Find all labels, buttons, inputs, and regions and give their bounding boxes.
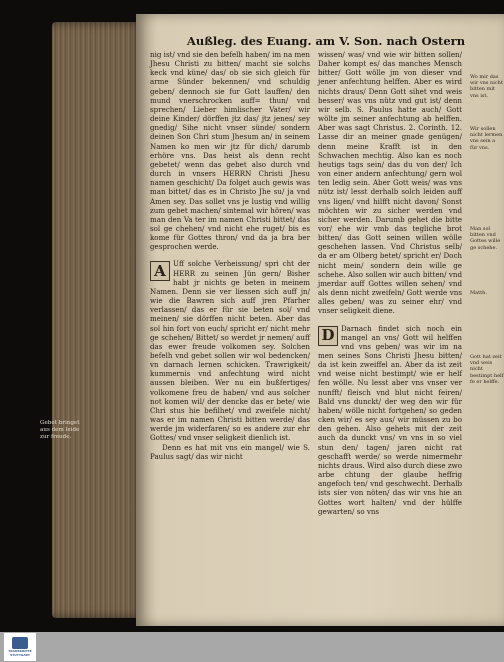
margin-note: Gott hat zeit vnd weis nicht bestimpt helf fe er helffe.: [470, 354, 504, 385]
library-logo-line-1: TRANSKRIPTE: [8, 649, 32, 654]
decorated-initial-a: A: [150, 261, 170, 281]
left-paragraph-3: Denn es hat mit vns ein mangel/ wie S. Paulus sagt/ das wir nicht: [150, 442, 310, 461]
decorated-initial-d: D: [318, 326, 338, 346]
running-head: Außleg. des Euang. am V. Son. nach Ostern: [186, 34, 466, 48]
margin-note: Wo mir das wir vns nicht bitten mit vns ist.: [470, 74, 503, 99]
right-paragraph-2-text: Darnach findet sich noch ein mangel an vns/ Gott wil helffen vnd vns geben/ was wir im na men seines Sons Christi Jhesu bitten/ da ist kein zweiffel an. Aber da ist zeit vnd weise nicht bestimpt/ wie er helf fen wölle. Nu lesst aber vns vnser ver nunfft/ fleisch vnd blut nicht feiren/ Bald vns dunckt/ der weg den wir für haben/ wölle nicht fortgehen/ so geden cken wir/ es sey aus/ wir müssen zu bo den gehen. Also gehets mit der zeit auch da dunckt vns/ vn vns in so viel stun den/ tagen/ jaren nicht rat geschafft werde/ so werde nimermehr nichts draus. Wird also durch diese zwo arbe chtung der glaube heffrig angefoch ten/ vnd geschwecht. Derhalb ists sier von nöten/ das wir vns hie an Gottes wort halten/ vnd der hülffe gewarten/ so vns: [318, 323, 462, 516]
viewer-footer-bar: [0, 632, 504, 662]
margin-note: Wir sollen nicht lermen vns sein a für vns.: [470, 126, 503, 151]
right-text-column: [318, 50, 462, 516]
margin-note: Man sol bitten vnd Gottes wille ge schehe.: [470, 226, 501, 251]
book-page: [136, 14, 504, 626]
library-logo-icon: [12, 637, 28, 649]
library-logo[interactable]: [4, 633, 36, 661]
left-text-column: [150, 50, 310, 461]
left-paragraph-1: nig ist/ vnd sie den befelh haben/ im na men Jhesu Christi zu bitten/ macht sie solchs keck vnd küne/ das/ ob sie sich gleich für arme Sünder bekennen/ vnd schuldig geben/ dennoch sie fur Gott lauffen/ den mund vnerschrocken auff= thun/ vnd sprechen/ Lieber himlischer Vater/ wir deine Kinder/ dörffen jtz das/ jtz jenes/ sey gnedig/ Sihe nicht vnser sünde/ sondern deinen Son Chri stum Jhesum an/ in seinem Namen ko men wir jtz für dich/ darumb erhöre vns. Das heist als denn recht gebetet/ wenn das gebet also durch vnd durch in vnsers HERRN Christi Jhesu namen geschicht/ Da folget auch gewis was man bittet/ das es in Christo Jhe su/ ja vnd Amen sey. Das sollet vns je lustig vnd willig zum gebet machen/ sintemal wir hören/ was man den Va ter im namen Christi bittet/ das sol ge chehen/ vnd nicht ehe ruget/ bis es kome für Gottes thron/ vnd da ja bra ber gesprochen werde.: [150, 50, 310, 252]
library-logo-line-2: STUTTGART: [10, 652, 30, 657]
left-paragraph-2: [150, 259, 310, 442]
book-page-edges: [52, 22, 144, 618]
right-paragraph-2: [318, 324, 462, 516]
left-margin-note: Gebet bringet aus dem leide zur freude.: [40, 420, 80, 440]
margin-note: Matth.: [470, 290, 487, 296]
right-paragraph-1: wissen/ was/ vnd wie wir bitten sollen/ Daher kompt es/ das manches Mensch bitter/ Gott wölle jm von dieser vnd jener anfechtung helffen. Aber es wird nichts draus/ Denn Gott sihet vnd weis besser/ was vns nütz vnd gut ist/ denn wir selb. S. Paulus hatte auch/ Gott wölte jm seiner anfechtung ab helffen. Aber was sagt Christus. 2. Corinth. 12. Lasse dir an meiner gnade genügen/ denn meine Krafft ist in den Schwachen mechtig. Also kan es noch heutigs tags sein/ das du von der/ Ich von einer andern anfechtung/ gern wol ten ledig sein. Aber Gott weis/ was vns nütz ist/ lesst derhalb solch leiden auff vns ligen/ vnd hilfft nicht davon/ Sonst möchten wir zu sicher werden vnd sicher werden. Darumb gehet die bitte vor/ ehe wir vmb das tegliche brot bitten/ das Gott seinen willen wölle geschehen lassen. Vnd Christus selb/ da er am Olberg betet/ spricht er/ Doch nicht mein/ sondern dein wille ge schehe. Also sollen wir auch bitten/ vnd jmerdar auff Gottes willen sehen/ vnd als denn nicht zweifeln/ Gott werde vns alles geben/ was zu seiner ehr/ vnd vnser seligkeit diene.: [318, 50, 462, 316]
left-paragraph-2-text: Uff solche Verheissung/ spri cht der HERR zu seinen Jün gern/ Bisher habt jr nichts ge beten in meinem Namen. Denn sie ver liessen sich auff jn/ wie die Bawren sich auff jren Pfarher verlassen/ das er für sie beten sol/ vnd meinen/ sie dörffen nicht beten. Aber das sol hin fort von euch/ spricht er/ nicht mehr ge schehen/ Bittet/ so werdet jr nemen/ auff das ewer freude volkomen sey. Solchen befelh vnd gebet sollen wir wol bedencken/ vn darnach lernen schicken. Trawrigkeit/ kummernis vnd anfechtung wird nicht aussen bleiben. Wer nu ein bußfertiges/ volkomene freu de haben/ vnd aus solcher not komen wil/ der dencke das er bete/ wie Chri stus hie befilhet/ vnd zweifele nicht/ was er im namen Christi bitten werde/ das werde jm widerfaren/ so es andere zur ehr Gottes/ vnd vnser seligkeit dienlich ist.: [150, 259, 310, 443]
book-scan: [52, 14, 504, 632]
